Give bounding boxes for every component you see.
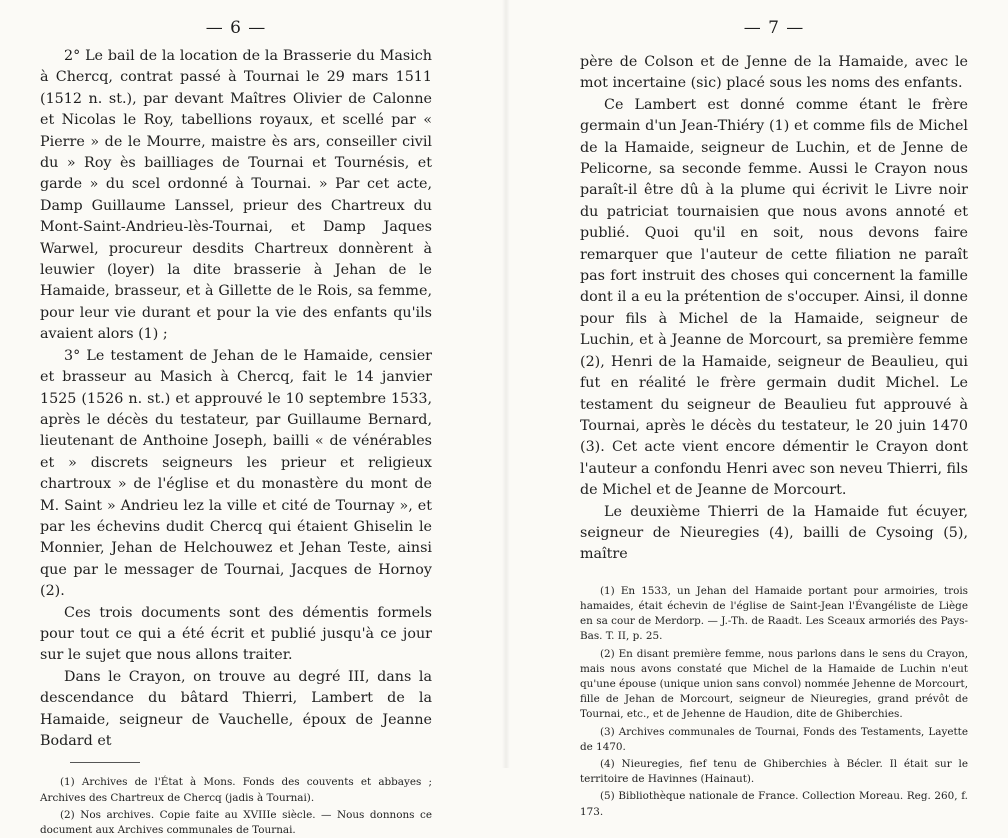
footnote: (1) En 1533, un Jehan del Hamaide portant pour armoiries, trois hamaides, était échevin de l'église de Saint-Jean l'Évangéliste de Liège en sa cour de Merdorp. — J.-Th. de Raadt. Les Sceaux armoriés des Pays-Bas. T. II, p. 25. [580,584,968,643]
paragraph: Ces trois documents sont des démentis formels pour tout ce qui a été écrit et publié jusqu'à ce jour sur le sujet que nous allons traiter. [40,604,432,664]
paragraph: père de Colson et de Jenne de la Hamaide, avec le mot incertaine (sic) placé sous les noms des enfants. [580,54,968,92]
right-page [580,0,968,818]
paragraph: Ce Lambert est donné comme étant le frère germain d'un Jean-Thiéry (1) et comme fils de Michel de la Hamaide, seigneur de Luchin, et de Jenne de Pelicorne, sa seconde femme. Aussi le Crayon nous paraît-il être dû à la plume qui écrivit le Livre noir du patriciat tournaisien que nous avons annoté et publié. Quoi qu'il en soit, nous devons faire remarquer que l'auteur de cette filiation ne paraît pas fort instruit des choses qui concernent la famille dont il a eu la prétention de s'occuper. Ainsi, il donne pour fils à Michel de la Hamaide, seigneur de Luchin, et à Jeanne de Morcourt, sa première femme (2), Henri de la Hamaide, seigneur de Beaulieu, qui fut en réalité le frère germain dudit Michel. Le testament du seigneur de Beaulieu fut approuvé à Tournai, après le décès du testateur, le 20 juin 1470 (3). Cet acte vient encore démentir le Crayon dont l'auteur a confondu Henri avec son neveu Thierri, fils de Michel et de Jeanne de Morcourt. [580,96,968,499]
right-footnotes [580,584,968,820]
book-gutter [502,0,510,768]
paragraph: Dans le Crayon, on trouve au degré III, dans la descendance du bâtard Thierri, Lambert de la Hamaide, seigneur de Vauchelle, époux de Jeanne Bodard et [40,668,432,749]
footnote: (5) Bibliothèque nationale de France. Collection Moreau. Reg. 260, f. 173. [580,790,968,818]
footnote: (2) Nos archives. Copie faite au XVIIIe siècle. — Nous donnons ce document aux Archives communales de Tournai. [40,808,432,837]
footnote: (1) Archives de l'État à Mons. Fonds des couvents et abbayes ; Archives des Chartreux de Chercq (jadis à Tournai). [40,776,432,804]
footnote: (3) Archives communales de Tournai, Fonds des Testaments, Layette de 1470. [580,725,968,753]
page-number: — 6 — [205,18,267,38]
footnote: (2) En disant première femme, nous parlons dans le sens du Crayon, mais nous avons constaté que Michel de la Hamaide de Luchin n'eut qu'une épouse (unique union sans convol) nommée Jehenne de Morcourt, fille de Jehan de Morcourt, seigneur de Nieuregies, grand prévôt de Tournai, etc., et de Jehenne de Haudion, dite de Ghiberchies. [580,647,968,721]
left-footnotes [40,775,432,838]
paragraph: 3° Le testament de Jehan de le Hamaide, censier et brasseur au Masich à Chercq, fait le 14 janvier 1525 (1526 n. st.) et approuvé le 10 septembre 1533, après le décès du testateur, par Guillaume Bernard, lieutenant de Anthoine Joseph, bailli « de vénérables et » discrets seigneurs les prieur et religieux chartroux » de l'église et du monastère du mont de M. Saint » Andrieu lez la ville et cité de Tournay », et par les échevins dudit Chercq qui étaient Ghiselin le Monnier, Jehan de Helchouwez et Jehan Teste, ainsi que par le messager de Tournai, Jacques de Hornoy (2). [40,347,432,600]
left-body-text [40,46,432,752]
right-body-text [580,52,968,566]
paragraph: Le deuxième Thierri de la Hamaide fut écuyer, seigneur de Nieuregies (4), bailli de Cysoing (5), maître [580,503,968,563]
left-page [40,0,432,837]
footnote-divider [70,762,140,763]
page-number: — 7 — [743,18,805,38]
footnote: (4) Nieuregies, fief tenu de Ghiberchies à Bécler. Il était sur le territoire de Havinnes (Hainaut). [580,757,968,786]
paragraph: 2° Le bail de la location de la Brasserie du Masich à Chercq, contrat passé à Tournai le 29 mars 1511 (1512 n. st.), par devant Maîtres Olivier de Calonne et Nicolas le Roy, tabellions royaux, et scellé par « Pierre » de le Mourre, maistre ès ars, conseiller civil du » Roy ès bailliages de Tournai et Tournésis, et garde » du scel ordonné à Tournai. » Par cet acte, Damp Guillaume Lanssel, prieur des Chartreux du Mont-Saint-Andrieu-lès-Tournai, et Damp Jaques Warwel, procureur desdits Chartreux donnèrent à leuwier (loyer) la dite brasserie à Jehan de le Hamaide, brasseur, et à Gillette de le Rois, sa femme, pour leur vie durant et pour la vie des enfants qu'ils avaient alors (1) ; [40,48,432,343]
